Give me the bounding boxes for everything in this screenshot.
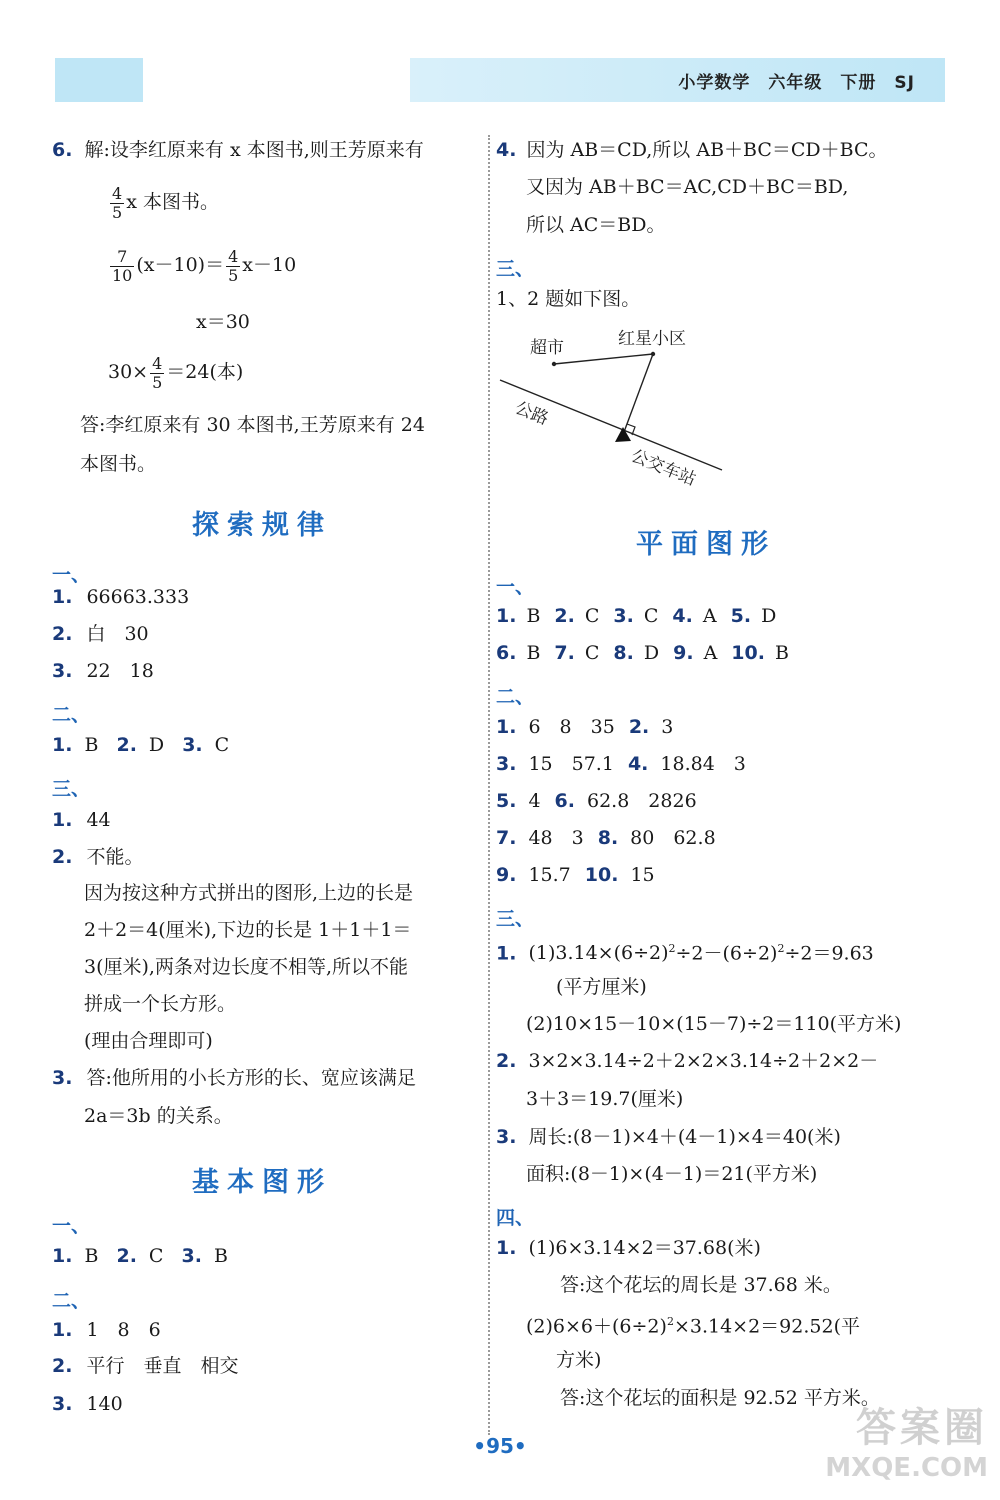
answer-text: 15 — [630, 864, 655, 886]
watermark: 答案圈 MXQE.COM — [825, 1405, 988, 1483]
q6-line7: 本图书。 — [80, 453, 157, 475]
label-bus-station: 公交车站 — [628, 446, 699, 491]
question-number: 2. — [628, 716, 650, 738]
answer-line: 2. 平行 垂直 相交 — [52, 1355, 239, 1377]
fraction: $\frac{4}{5}$ — [228, 246, 239, 285]
answer-line: 1. 66663.333 — [52, 586, 190, 608]
question-number: 4. — [672, 605, 693, 627]
part-heading: 三、 — [496, 258, 535, 280]
label-supermarket: 超市 — [530, 338, 564, 358]
label-road: 公路 — [512, 398, 552, 430]
question-number: 7. — [554, 642, 575, 664]
part-heading: 二、 — [496, 686, 535, 708]
question-number: 3. — [496, 753, 517, 775]
answer-line — [496, 789, 697, 813]
answer-choice: C — [643, 605, 659, 627]
header-decor-left — [55, 58, 143, 102]
question-number: 1. — [496, 716, 517, 738]
answer-text: 62.8 2826 — [587, 790, 697, 812]
question-number: 10. — [584, 864, 619, 886]
part-heading: 一、 — [496, 576, 535, 598]
section-title-plane-shapes: 平面图形 — [636, 529, 776, 560]
question-number: 7. — [496, 827, 517, 849]
answer-choice: B — [526, 642, 541, 664]
question-number: 4. — [627, 753, 649, 775]
answer-line: 1. B 2. D 3. C — [52, 734, 230, 756]
answer-line: 1. 44 — [52, 809, 111, 831]
answer-text: 80 62.8 — [630, 827, 716, 849]
q4-line3: 所以 AC＝BD。 — [526, 214, 666, 236]
answer-line: 3(厘米),两条对边长度不相等,所以不能 — [84, 956, 408, 978]
answer-choice: C — [584, 605, 600, 627]
q6-line6: 答:李红原来有 30 本图书,王芳原来有 24 — [80, 414, 425, 436]
answer-line: (平方厘米) — [556, 976, 647, 998]
answer-line: (理由合理即可) — [84, 1030, 213, 1052]
answer-line: $(2)6\times 6+(6\div 2)^2\times 3.14\times 2=92.52$(平 — [526, 1315, 860, 1338]
q6-line2: $\frac{4}{5}$ x 本图书。 — [112, 183, 219, 222]
answer-line: 拼成一个长方形。 — [84, 993, 237, 1015]
fraction: $\frac{4}{5}$ — [112, 183, 123, 222]
answer-choice: D — [643, 642, 660, 664]
q6-line1: 6. 解:设李红原来有 x 本图书,则王芳原来有 — [52, 139, 424, 161]
answer-text: 18.84 3 — [660, 753, 746, 775]
q6-line4: x＝30 — [196, 311, 250, 333]
answer-choice: D — [761, 605, 777, 627]
answer-line: 2. 白 30 — [52, 623, 149, 645]
question-number: 9. — [673, 642, 694, 664]
question-number: 3. — [613, 605, 634, 627]
q4-line2: 又因为 AB＋BC＝AC,CD＋BC＝BD, — [526, 176, 849, 198]
header-title: 小学数学 六年级 下册 SJ — [678, 73, 915, 93]
answer-line: 1. $(1)3.14\times(6\div 2)^2\div 2-(6\div 2)^2\div 2=9.63$ — [496, 942, 874, 965]
question-number: 10. — [731, 642, 765, 664]
question-number: 6. — [496, 642, 517, 664]
label-community: 红星小区 — [618, 329, 686, 349]
question-number: 5. — [730, 605, 752, 627]
answer-line: 2＋2＝4(厘米),下边的长是 1＋1＋1＝ — [84, 919, 412, 941]
answer-line — [496, 863, 655, 887]
answer-text: 3 — [661, 716, 674, 738]
q4-line1: 4. 因为 AB＝CD,所以 AB＋BC＝CD＋BC。 — [496, 139, 888, 161]
section-title-explore-rules: 探索规律 — [192, 510, 332, 541]
answer-line: 方米) — [556, 1349, 602, 1371]
supermarket-point — [552, 362, 556, 366]
answer-line: 3. 22 18 — [52, 660, 154, 682]
answer-line: 因为按这种方式拼出的图形,上边的长是 — [84, 882, 414, 904]
answer-text: 15.7 — [528, 864, 571, 886]
part-heading: 一、 — [52, 1215, 91, 1237]
part-heading: 一、 — [52, 564, 91, 586]
question-number: 8. — [597, 827, 619, 849]
answer-line: 2a＝3b 的关系。 — [84, 1105, 233, 1127]
fraction: $\frac{4}{5}$ — [152, 353, 163, 392]
answer-line: 1. 1 8 6 — [52, 1319, 161, 1341]
answer-line: 3. 答:他所用的小长方形的长、宽应该满足 — [52, 1067, 416, 1089]
answer-line: 3＋3＝19.7(厘米) — [526, 1088, 684, 1110]
page-number: •95• — [473, 1434, 527, 1458]
answer-line: 3. 140 — [52, 1393, 123, 1415]
answer-text: 4 — [528, 790, 541, 812]
answer-choice: C — [584, 642, 600, 664]
answer-line: (2)10×15－10×(15－7)÷2＝110(平方米) — [526, 1013, 902, 1035]
part-heading: 四、 — [496, 1207, 535, 1229]
community-to-station-line — [624, 354, 653, 432]
answer-line — [496, 715, 673, 739]
answer-choice: A — [702, 605, 717, 627]
part-heading: 三、 — [52, 778, 91, 800]
question-number: 5. — [496, 790, 517, 812]
supermarket-to-community-line — [554, 354, 653, 364]
question-number: 2. — [554, 605, 575, 627]
answer-line — [496, 826, 716, 850]
answer-row-1-5 — [496, 604, 776, 628]
answer-line: 1. (1)6×3.14×2＝37.68(米) — [496, 1237, 761, 1259]
part-heading: 二、 — [52, 1290, 91, 1312]
answer-line: 2. 3×2×3.14÷2＋2×2×3.14÷2＋2×2－ — [496, 1050, 879, 1072]
answer-line: 答:这个花坛的周长是 37.68 米。 — [560, 1274, 842, 1296]
answer-text: 6 8 35 — [528, 716, 615, 738]
answer-line: 答:这个花坛的面积是 92.52 平方米。 — [560, 1387, 880, 1409]
answer-line: 3. 周长:(8－1)×4＋(4－1)×4＝40(米) — [496, 1126, 841, 1148]
question-number: 8. — [613, 642, 634, 664]
fraction: $\frac{7}{10}$ — [112, 246, 133, 285]
map-diagram — [490, 320, 740, 495]
part-heading: 三、 — [496, 908, 535, 930]
question-number: 1. — [496, 605, 517, 627]
question-number: 9. — [496, 864, 517, 886]
q6-line5: 30× $\frac{4}{5}$ ＝24(本) — [108, 353, 244, 392]
station-triangle — [615, 427, 631, 442]
part-heading: 二、 — [52, 704, 91, 726]
answer-choice: B — [774, 642, 789, 664]
header-bar — [410, 58, 945, 102]
answer-line: 2. 不能。 — [52, 846, 144, 868]
answer-text: 15 57.1 — [528, 753, 614, 775]
answer-row-6-10 — [496, 641, 789, 665]
answer-choice: A — [703, 642, 718, 664]
community-point — [651, 352, 655, 356]
answer-text: 48 3 — [528, 827, 584, 849]
answer-line: 1. B 2. C 3. B — [52, 1245, 228, 1267]
answer-line — [496, 752, 746, 776]
answer-choice: B — [526, 605, 541, 627]
diagram-caption: 1、2 题如下图。 — [496, 288, 641, 310]
section-title-basic-shapes: 基本图形 — [192, 1167, 332, 1198]
question-number: 6. — [554, 790, 575, 812]
q6-line3: $\frac{7}{10}$ (x－10)＝ $\frac{4}{5}$ x－10 — [112, 246, 297, 285]
answer-line: 面积:(8－1)×(4－1)＝21(平方米) — [526, 1163, 818, 1185]
